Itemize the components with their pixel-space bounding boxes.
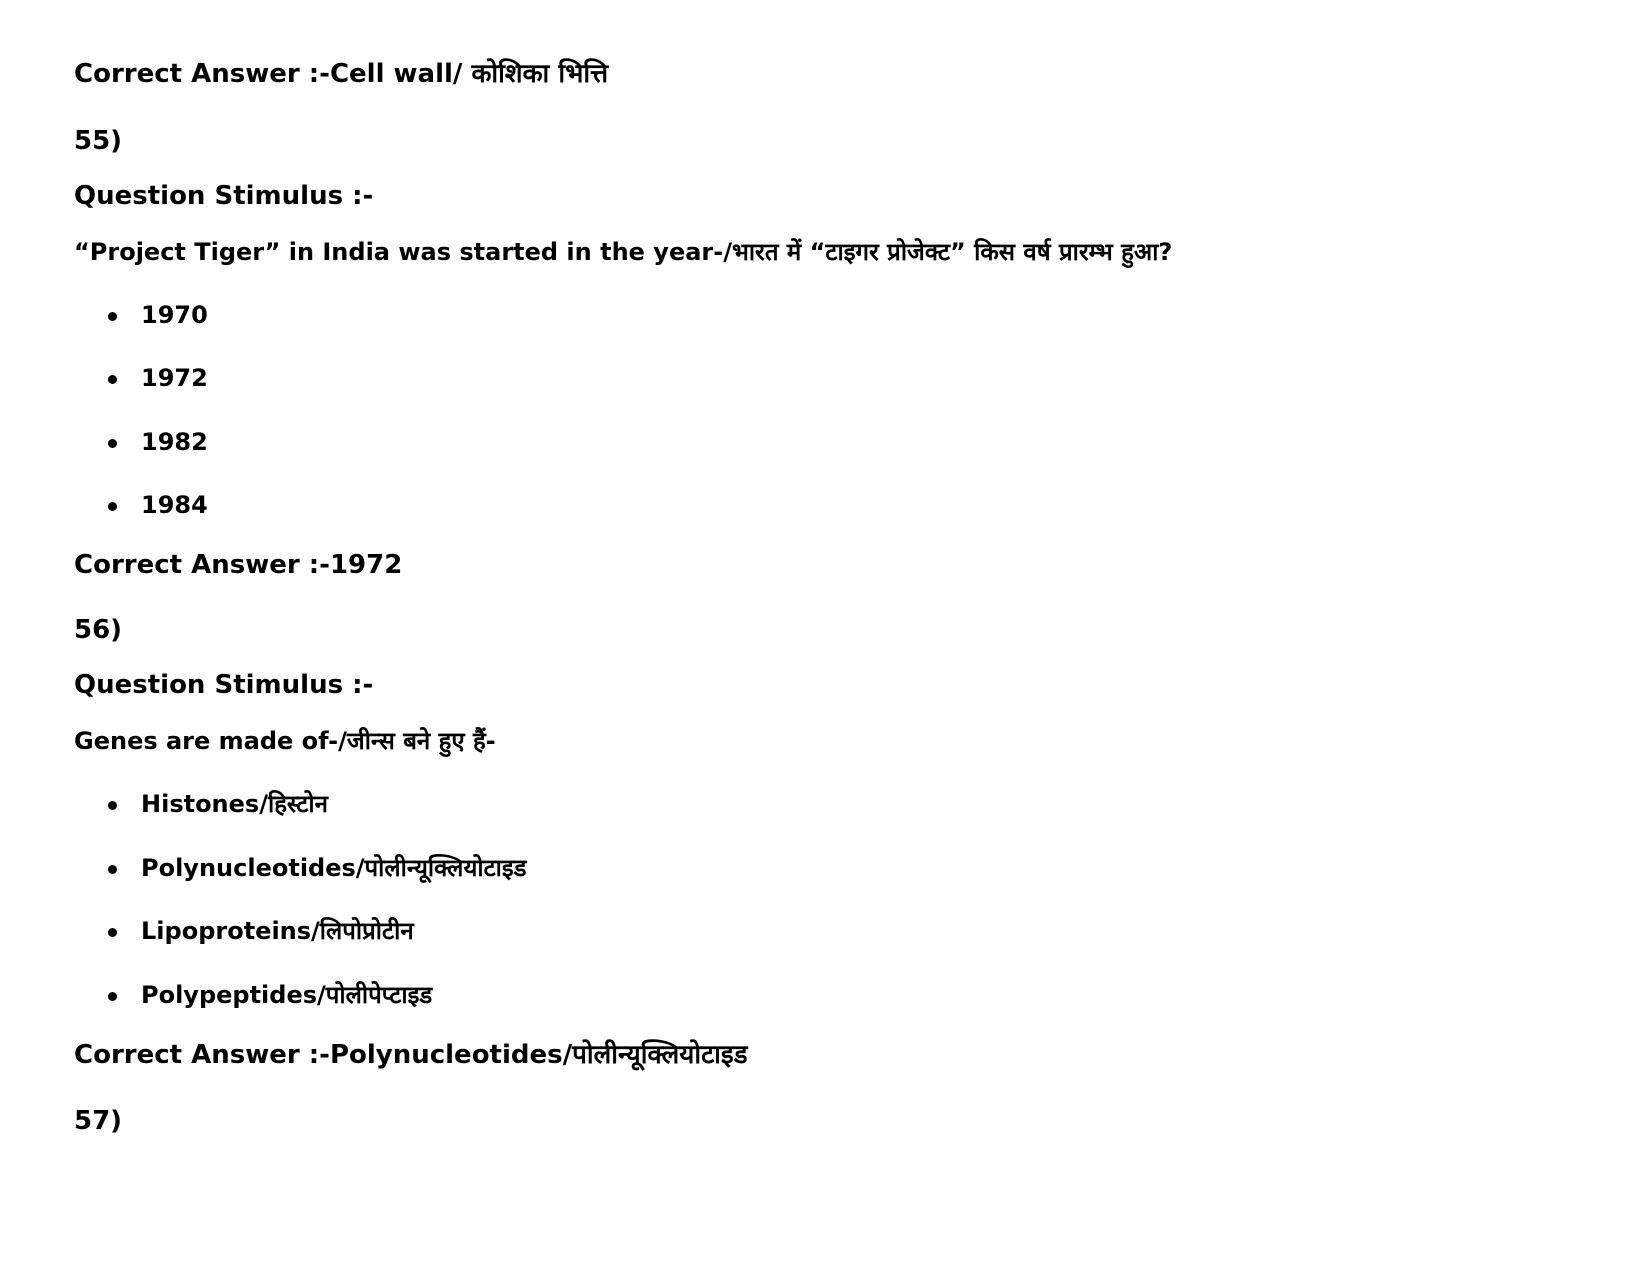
correct-answer-value: Cell wall/ कोशिका भित्ति bbox=[329, 59, 609, 89]
correct-answer-label: Correct Answer :- bbox=[74, 59, 330, 89]
option-text: 1984 bbox=[141, 491, 208, 519]
bullet-icon bbox=[108, 312, 117, 321]
bullet-icon bbox=[108, 865, 117, 874]
question-stimulus-text: Genes are made of-/जीन्स बने हुए हैं- bbox=[74, 727, 496, 755]
option-text: Polypeptides/पोलीपेप्टाइड bbox=[141, 981, 433, 1009]
previous-correct-answer bbox=[74, 57, 608, 91]
option-text: 1970 bbox=[141, 301, 208, 329]
question-number: 56) bbox=[74, 615, 123, 645]
bullet-icon bbox=[108, 801, 117, 810]
question-stimulus-text: “Project Tiger” in India was started in the year-/भारत में “टाइगर प्रोजेक्ट” किस वर्ष प्रारम्भ हुआ? bbox=[74, 238, 1173, 266]
question-number: 57) bbox=[74, 1106, 123, 1136]
option-text: Polynucleotides/पोलीन्यूक्लियोटाइड bbox=[141, 854, 527, 882]
question-number: 55) bbox=[74, 126, 123, 156]
bullet-icon bbox=[108, 992, 117, 1001]
bullet-icon bbox=[108, 375, 117, 384]
option-text: 1982 bbox=[141, 428, 208, 456]
correct-answer-value: Polynucleotides/पोलीन्यूक्लियोटाइड bbox=[329, 1040, 748, 1070]
option-text: Histones/हिस्टोन bbox=[141, 790, 328, 818]
correct-answer bbox=[74, 1038, 748, 1072]
bullet-icon bbox=[108, 502, 117, 511]
option-text: 1972 bbox=[141, 364, 208, 392]
bullet-icon bbox=[108, 439, 117, 448]
question-stimulus-label: Question Stimulus :- bbox=[74, 670, 374, 700]
correct-answer-label: Correct Answer :- bbox=[74, 550, 330, 580]
correct-answer bbox=[74, 548, 402, 582]
correct-answer-value: 1972 bbox=[329, 550, 403, 580]
correct-answer-label: Correct Answer :- bbox=[74, 1040, 330, 1070]
bullet-icon bbox=[108, 928, 117, 937]
option-text: Lipoproteins/लिपोप्रोटीन bbox=[141, 917, 414, 945]
question-stimulus-label: Question Stimulus :- bbox=[74, 181, 374, 211]
